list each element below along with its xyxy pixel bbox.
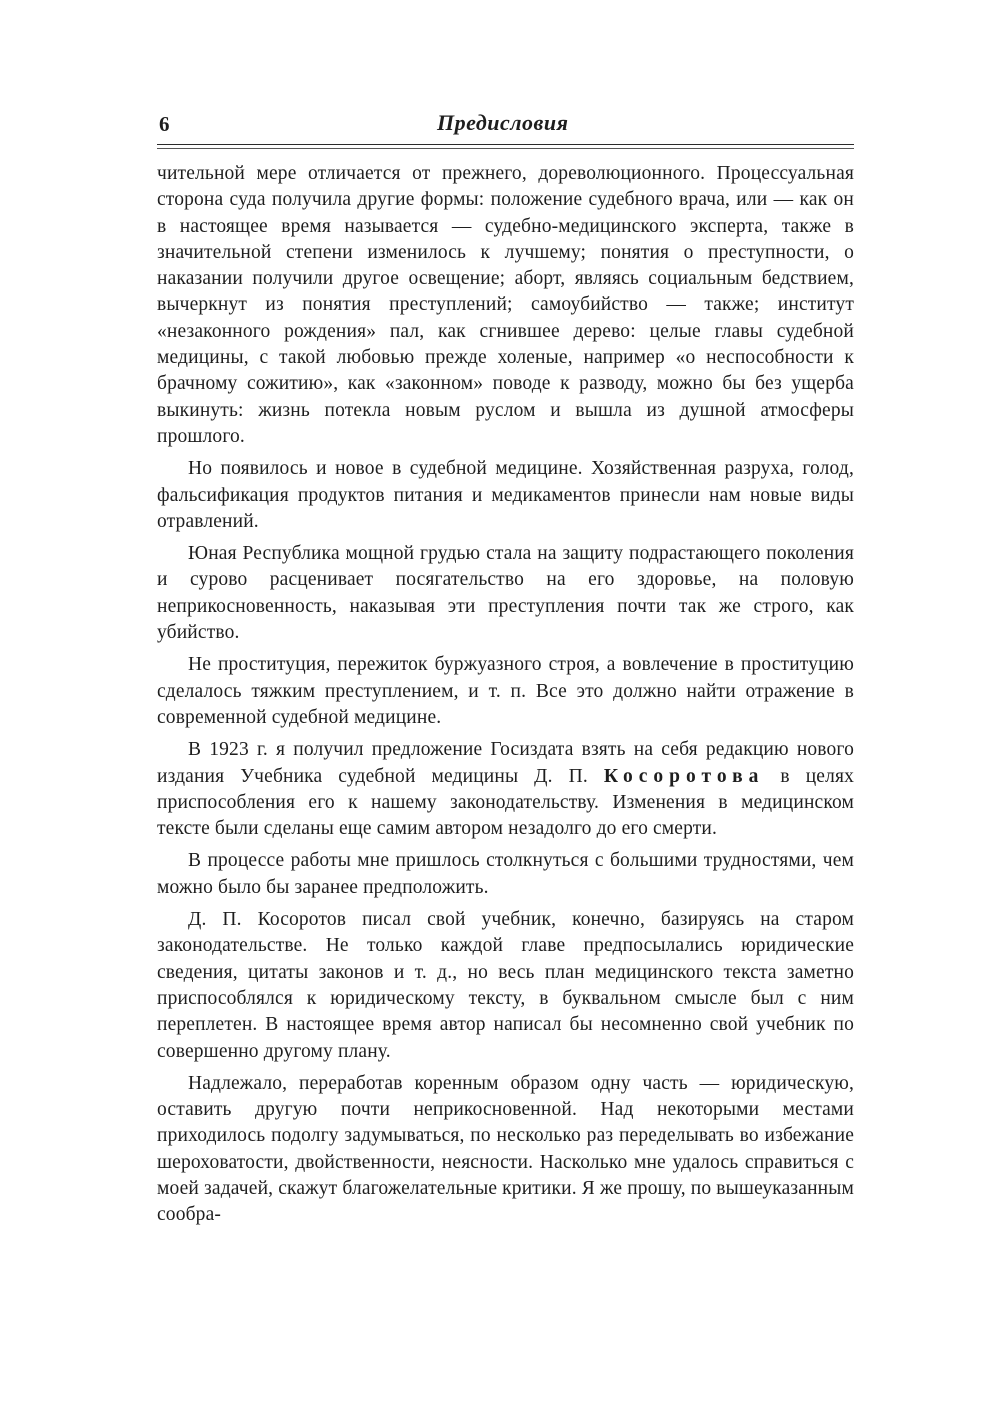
paragraph-continuation: чительной мере отличается от прежнего, дореволюционного. Процессуальная сторона суда получила другие формы: положение судебного врача, или — как он в настоящее время называется — судебно-медицинского эксперта, также в значительной степени изменилось к лучшему; понятия о преступности, о наказании получили другое освещение; аборт, являясь социальным бедствием, вычеркнут из понятия преступлений; самоубийство — также; институт «незаконного рождения» пал, как сгнившее дерево: целые главы судебной медицины, с такой любовью прежде холеные, например «о неспособности к брачному сожитию», как «законном» поводе к разводу, можно бы без ущерба выкинуть: жизнь потекла новым руслом и вышла из душной атмосферы прошлого. — [157, 163, 854, 447]
paragraph: В процессе работы мне пришлось столкнуться с большими трудностями, чем можно было бы заранее предположить. — [157, 850, 854, 898]
paragraph: Юная Республика мощной грудью стала на защиту подрастающего поколения и сурово расценивает посягательство на его здоровье, на половую неприкосновенность, наказывая эти преступления почти так же строго, как убийство. — [157, 543, 854, 644]
page-number: 6 — [159, 112, 170, 136]
paragraph-editorial-history — [157, 737, 854, 842]
running-head: Предисловия — [437, 110, 569, 135]
author-name-spaced: Косоротова — [603, 765, 765, 787]
paragraph: Но появилось и новое в судебной медицине. Хозяйственная разруха, голод, фальсификация продуктов питания и медикаментов принесли нам новые виды отравлений. — [157, 458, 854, 532]
paragraph: Надлежало, переработав коренным образом одну часть — юридическую, оставить другую почти неприкосновенной. Над некоторыми местами приходилось подолгу задумываться, по несколько раз переделывать во избежание шероховатости, двойственности, неясности. Насколько мне удалось справиться с моей задачей, скажут благожелательные критики. Я же прошу, по вышеуказанным сообра- — [157, 1072, 854, 1226]
page-header — [157, 108, 854, 148]
header-rule — [157, 144, 854, 145]
body-text — [157, 161, 854, 1235]
header-rule-secondary — [157, 148, 854, 149]
paragraph-text-before: В 1923 г. я получил предложение Госиздата взять на себя редакцию нового издания Учебника судебной медицины Д. П. — [157, 739, 854, 787]
paragraph: Не проституция, пережиток буржуазного строя, а вовлечение в проституцию сделалось тяжким преступлением, и т. п. Все это должно найти отражение в современной судебной медицине. — [157, 654, 854, 728]
paragraph-text-after: в целях приспособления его к нашему законодательству. Изменения в медицинском тексте были сделаны еще самим автором незадолго до его смерти. — [157, 765, 854, 840]
paragraph: Д. П. Косоротов писал свой учебник, конечно, базируясь на старом законодательстве. Не только каждой главе предпосылались юридические сведения, цитаты законов и т. д., но весь план медицинского текста заметно приспособлялся к юридическому тексту, в буквальном смысле был с ним переплетен. В настоящее время автор написал бы несомненно свой учебник по совершенно другому плану. — [157, 909, 854, 1062]
